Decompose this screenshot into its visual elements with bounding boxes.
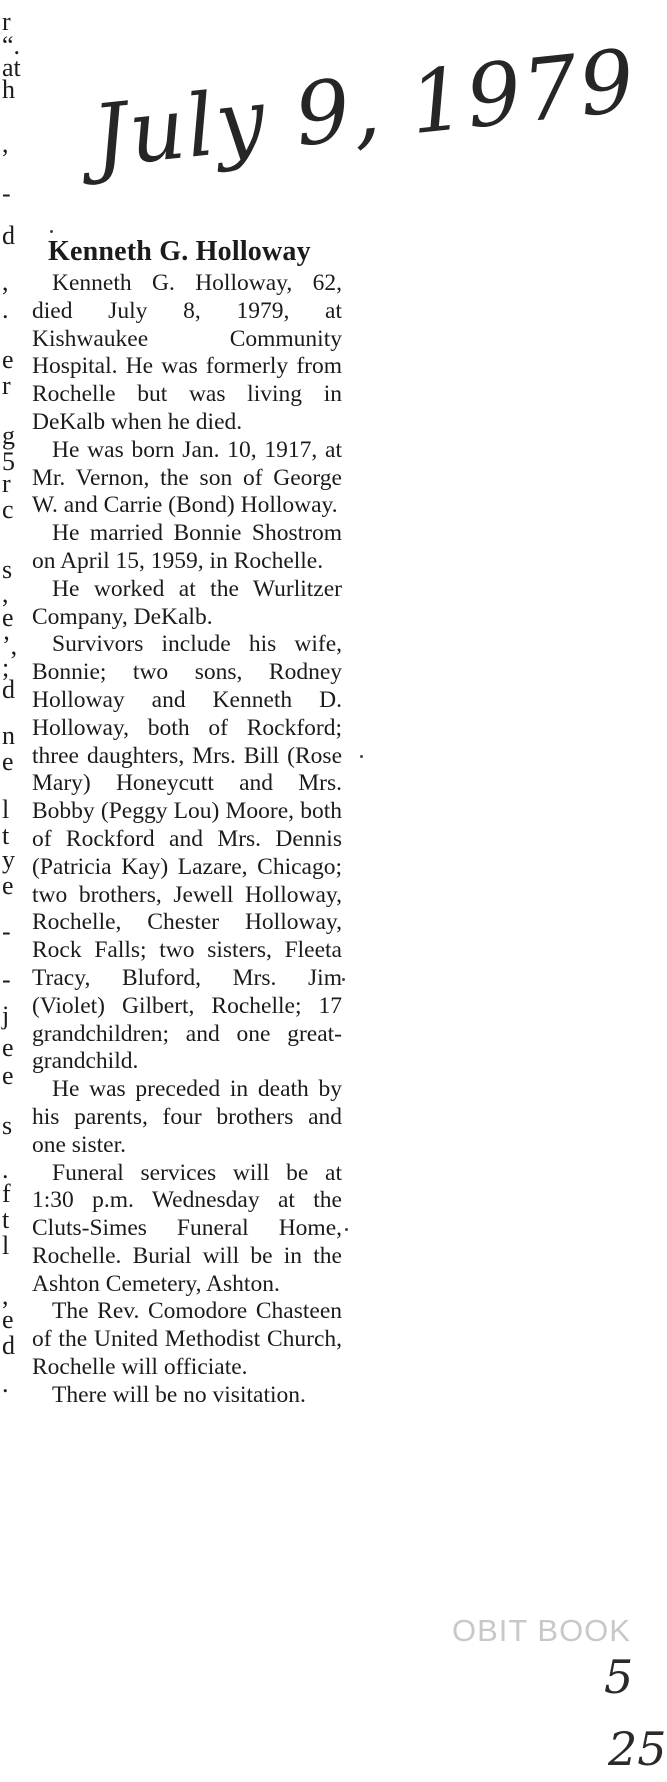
margin-fragment: d (2, 1331, 15, 1360)
margin-fragment: l (2, 1231, 10, 1260)
margin-fragment: g (2, 421, 15, 450)
margin-fragment: y (2, 845, 15, 874)
speck (345, 1228, 348, 1231)
margin-fragment: e (2, 1061, 14, 1090)
margin-fragment: s (2, 555, 13, 584)
speck (342, 978, 345, 981)
paragraph: The Rev. Comodore Chasteen of the United Methodist Church, Rochelle will officiate. (32, 1298, 342, 1381)
margin-fragment: , (2, 129, 9, 158)
obituary-body (32, 270, 342, 1410)
paragraph: He was born Jan. 10, 1917, at Mr. Vernon, the son of George W. and Carrie (Bond) Holloway. (32, 436, 342, 519)
obituary-article (32, 236, 342, 1410)
margin-fragment: h (2, 75, 15, 104)
speck (50, 230, 53, 233)
speck (360, 755, 363, 758)
margin-fragment: e (2, 345, 14, 374)
margin-fragment: e (2, 871, 14, 900)
margin-fragment: l (2, 795, 10, 824)
margin-fragment: , (2, 267, 9, 296)
paragraph: He married Bonnie Shostrom on April 15, 1959, in Rochelle. (32, 520, 342, 574)
margin-fragment: ’, (2, 631, 18, 660)
handwritten-number: 25 (608, 1722, 667, 1776)
margin-fragment: . (2, 1369, 9, 1398)
handwritten-date: July 9, 1979 (88, 30, 642, 188)
margin-fragment: r (2, 469, 11, 498)
paragraph: Funeral services will be at 1:30 p.m. Wednesday at the Cluts-Simes Funeral Home, Rochelle. Burial will be in the Ashton Cemetery, Ashton. (32, 1159, 342, 1297)
obituary-title: Kenneth G. Holloway (48, 236, 311, 267)
margin-fragment: t (2, 821, 10, 850)
margin-fragment: - (2, 179, 11, 208)
margin-fragment: s (2, 1111, 13, 1140)
margin-fragment: r (2, 371, 11, 400)
margin-fragment: ; (2, 653, 10, 682)
adjacent-column-fragments (0, 0, 24, 1700)
paragraph: He worked at the Wurlitzer Company, DeKalb. (32, 575, 342, 630)
margin-fragment: d (2, 675, 15, 704)
paragraph: Kenneth G. Holloway, 62, died July 8, 1979, at Kishwaukee Community Hospital. He was formerly from Rochelle but was living in DeKalb when he died. (32, 270, 342, 435)
margin-fragment: “. (2, 31, 21, 60)
handwritten-number: 5 (604, 1650, 634, 1704)
margin-fragment: n (2, 721, 15, 750)
margin-fragment: , (2, 579, 9, 608)
paragraph: He was preceded in death by his parents, four brothers and one sister. (32, 1076, 342, 1158)
margin-fragment: . (2, 1155, 9, 1184)
margin-fragment: 5 (2, 447, 15, 476)
margin-fragment: , (2, 1281, 9, 1310)
margin-fragment: r (2, 7, 11, 36)
obit-book-stamp: OBIT BOOK (452, 1613, 631, 1648)
margin-fragment: . (2, 295, 9, 324)
paragraph: There will be no visitation. (52, 1381, 306, 1408)
margin-fragment: e (2, 1033, 14, 1062)
paragraph: Survivors include his wife, Bonnie; two sons, Rodney Holloway and Kenneth D. Holloway, both of Rockford; three daughters, Mrs. Bill (Rose Mary) Honeycutt and Mrs. Bobby (Peggy Lou) Moore, both of Rockford and Mrs. Dennis (Patricia Kay) Lazare, Chicago; two brothers, Jewell Holloway, Rochelle, Chester Holloway, Rock Falls; two sisters, Fleeta Tracy, Bluford, Mrs. Jim (Violet) Gilbert, Rochelle; 17 grandchildren; and one great-grandchild. (32, 631, 342, 1075)
margin-fragment: - (2, 965, 11, 994)
margin-fragment: c (2, 495, 14, 524)
margin-fragment: - (2, 917, 11, 946)
margin-fragment: d (2, 221, 15, 250)
margin-fragment: f (2, 1179, 11, 1208)
margin-fragment: e (2, 603, 14, 632)
margin-fragment: e (2, 747, 14, 776)
margin-fragment: j (2, 1001, 10, 1030)
margin-fragment: t (2, 1205, 10, 1234)
margin-fragment: at (2, 53, 21, 82)
margin-fragment: e (2, 1305, 14, 1334)
